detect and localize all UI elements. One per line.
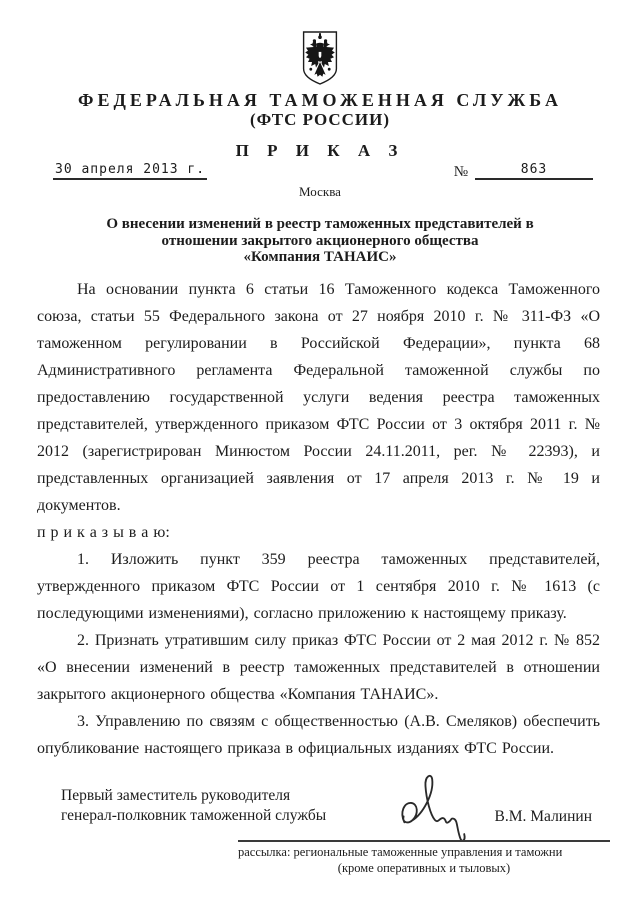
distribution-line: рассылка: региональные таможенные управления и таможни (238, 845, 563, 859)
order-item-1: 1. Изложить пункт 359 реестра таможенных представителей, утвержденного приказом ФТС России от 1 сентября 2010 г. № 1613 (с последующими изменениями), согласно приложению к настоящему приказу. (37, 550, 600, 622)
signer-post-line: Первый заместитель руководителя (61, 786, 291, 804)
title-line: О внесении изменений в реестр таможенных представителей в (106, 216, 534, 232)
handwritten-signature-icon (396, 770, 476, 851)
distribution-line: (кроме оперативных и тыловых) (337, 861, 511, 875)
order-word: п р и к а з ы в а ю: (37, 523, 170, 541)
org-name: ФЕДЕРАЛЬНАЯ ТАМОЖЕННАЯ СЛУЖБА (78, 90, 562, 110)
date-number-row (53, 162, 593, 180)
distribution-note (238, 840, 610, 876)
order-item-2: 2. Признать утратившим силу приказ ФТС России от 2 мая 2012 г. № 852 «О внесении изменений в реестр таможенных представителей в отношении закрытого акционерного общества «Компания ТАНАИС». (37, 631, 600, 703)
intro-paragraph: На основании пункта 6 статьи 16 Таможенного кодекса Таможенного союза, статьи 55 Федерального закона от 27 ноября 2010 г. № 311-ФЗ «О таможенном регулировании в Российской Федерации», пункта 68 Административного регламента Федеральной таможенной службы по предоставлению государственной услуги ведения реестра таможенных представителей, утвержденного приказом ФТС России от 3 октября 2011 г. № 2012 (зарегистрирован Минюстом России 24.11.2011, рег. № 22393), и представленных организацией заявления от 17 апреля 2013 г. № 19 и документов. (37, 280, 600, 514)
order-item-3: 3. Управлению по связям с общественностью (А.В. Смеляков) обеспечить опубликование настоящего приказа в официальных изданиях ФТС России. (37, 712, 600, 757)
number-field: 863 (475, 162, 593, 180)
document-title (0, 216, 640, 266)
number-group (454, 162, 593, 180)
number-sign: № (453, 164, 468, 180)
title-line: «Компания ТАНАИС» (243, 249, 397, 265)
date-field: 30 апреля 2013 г. (53, 162, 207, 180)
russia-coat-of-arms-icon (300, 30, 340, 86)
city-label: Москва (299, 184, 341, 199)
document-body (37, 276, 600, 762)
title-line: отношении закрытого акционерного общества (161, 232, 479, 249)
doc-type-heading: П Р И К А З (235, 141, 405, 160)
org-short-name: (ФТС РОССИИ) (249, 110, 391, 129)
signer-post-line: генерал-полковник таможенной службы (61, 806, 327, 824)
signer-name: В.М. Малинин (494, 807, 592, 825)
